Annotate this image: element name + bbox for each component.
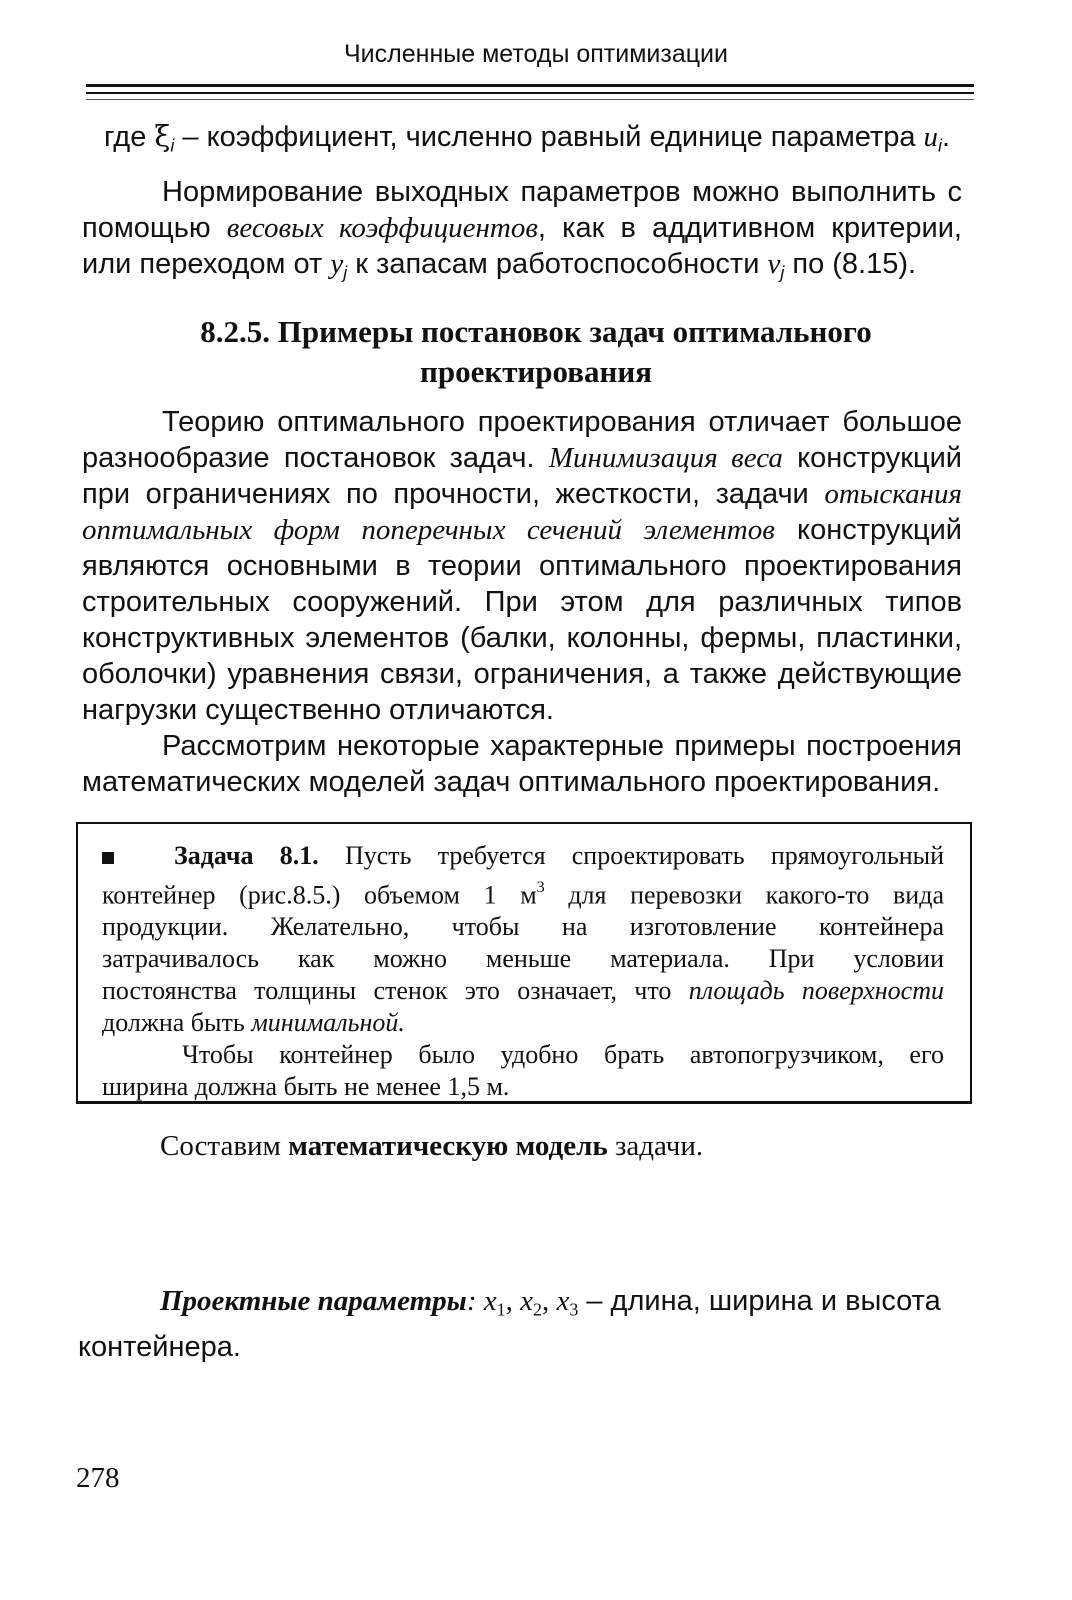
task-bullet-icon (102, 852, 114, 864)
section-heading-line2: проектирования (419, 354, 652, 389)
header-rule-thin (86, 99, 974, 100)
task-text: Задача 8.1. Пусть требуется спроектировать прямоугольный контейнер (рис.8.5.) объемом 1 $м^3$ для перевозки какого-то вида продукции. Желательно, чтобы на изготовление контейнера затрачивалось как можно меньше материала. При условии постоянства толщины стенок это означает, что площадь поверхности должна быть минимальной. Чтобы контейнер было удобно брать автопогрузчиком, его ширина должна быть не менее 1,5 м. (102, 841, 944, 1102)
task-label: Задача 8.1. (174, 841, 319, 870)
design-parameters: Проектные параметры: $x_1$, $x_2$, $x_3$ – длина, ширина и высота контейнера. (78, 1285, 941, 1364)
design-parameters-label: Проектные параметры (160, 1285, 467, 1317)
body-paragraph-examples: Рассмотрим некоторые характерные примеры построения математических моделей задач оптимального проектирования. (82, 730, 962, 798)
header-rule-thick (86, 84, 974, 87)
section-heading-line1: 8.2.5. Примеры постановок задач оптимального (200, 314, 872, 349)
normalization-paragraph: Нормирование выходных параметров можно выполнить с помощью весовых коэффициентов, как в аддитивном критерии, или переходом от $y_j$ к запасам работоспособности $v_j$ по (8.15). (82, 176, 962, 283)
xi-symbol: ξ (154, 119, 171, 153)
body-paragraph-variety: Теорию оптимального проектирования отличает большое разнообразие постановок задач. Минимизация веса конструкций при ограничениях по прочности, жесткости, задачи отыскания оптимальных форм поперечных сечений элементов конструкций являются основными в теории оптимального проектирования строительных сооружений. При этом для различных типов конструктивных элементов (балки, колонны, фермы, пластинки, оболочки) уравнения связи, ограничения, а также действующие нагрузки существенно отличаются. (82, 406, 963, 726)
task-box (76, 822, 972, 1104)
running-head: Численные методы оптимизации (344, 40, 728, 68)
header-rule-medium (86, 92, 974, 94)
page-number: 278 (76, 1462, 120, 1494)
section-heading (0, 312, 1072, 392)
intro-line: где $\xi_i$ – коэффициент, численно равный единице параметра $u_i$. (104, 119, 951, 156)
model-line: Составим математическую модель задачи. (160, 1130, 704, 1162)
